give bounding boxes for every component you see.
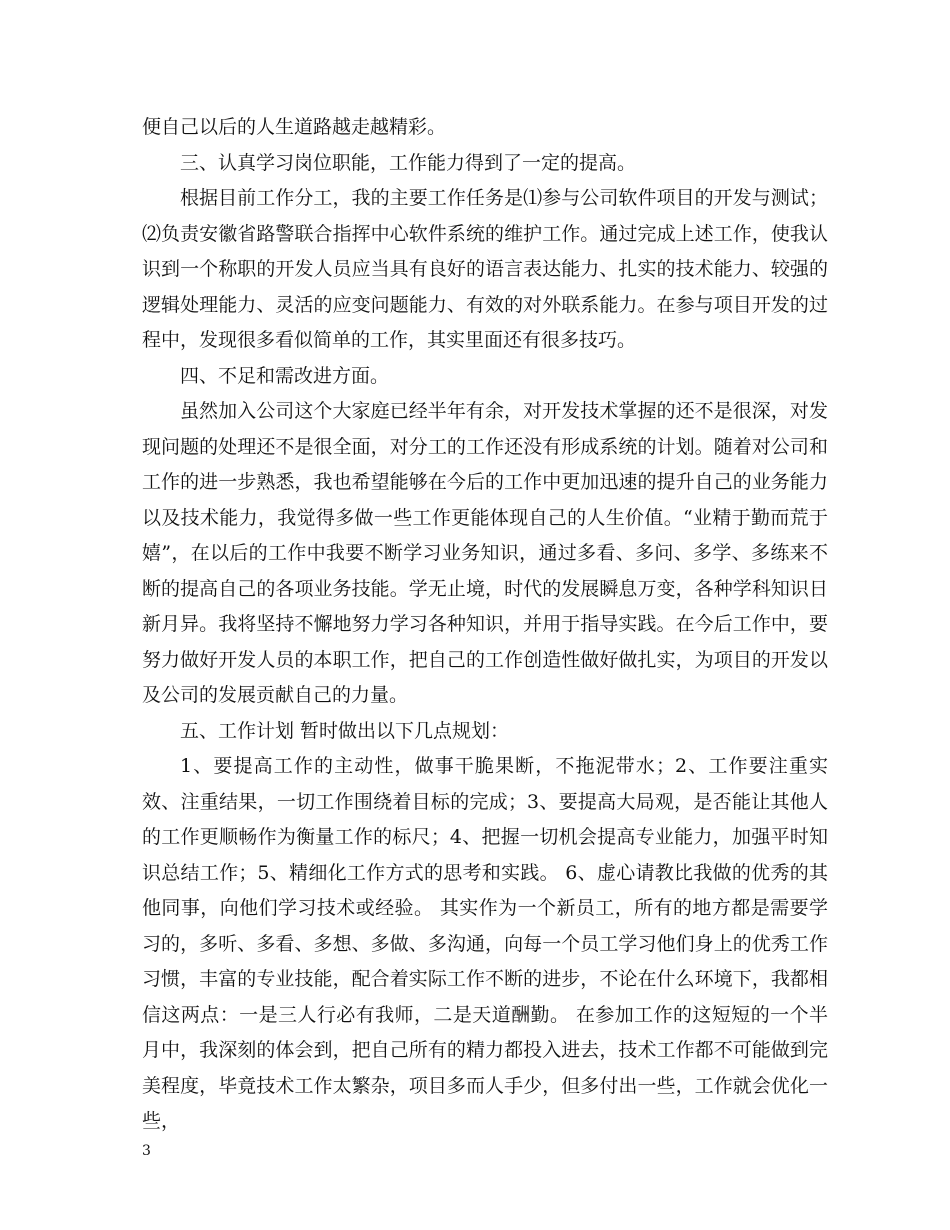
paragraph-work-tasks: 根据目前工作分工，我的主要工作任务是⑴参与公司软件项目的开发与测试；⑵负责安徽省路警联合指挥中心软件系统的维护工作。通过完成上述工作，使我认识到一个称职的开发人员应当具有良好的语言表达能力、扎实的技术能力、较强的逻辑处理能力、灵活的应变问题能力、有效的对外联系能力。在参与项目开发的过程中，发现很多看似简单的工作，其实里面还有很多技巧。 bbox=[142, 187, 828, 351]
paragraph-work-plan: 1、要提高工作的主动性，做事干脆果断，不拖泥带水；2、工作要注重实效、注重结果，一切工作围绕着目标的完成；3、要提高大局观，是否能让其他人的工作更顺畅作为衡量工作的标尺；4、把握一切机会提高专业能力，加强平时知识总结工作；5、精细化工作方式的思考和实践。 6、虚心请教比我做的优秀的其他同事，向他们学习技术或经验。 其实作为一个新员工，所有的地方都是需要学习的，多听、多看、多想、多做、多沟通，向每一个员工学习他们身上的优秀工作习惯，丰富的专业技能，配合着实际工作不断的进步，不论在什么环境下，我都相信这两点：一是三人行必有我师，二是天道酬勤。 在参加工作的这短短的一个半月中，我深刻的体会到，把自己所有的精力都投入进去，技术工作都不可能做到完美程度，毕竟技术工作太繁杂，项目多而人手少，但多付出一些，工作就会优化一些， bbox=[142, 755, 828, 1132]
page-number: 3 bbox=[142, 1143, 151, 1159]
paragraph-shortcomings: 虽然加入公司这个大家庭已经半年有余，对开发技术掌握的还不是很深，对发现问题的处理还不是很全面，对分工的工作还没有形成系统的计划。随着对公司和工作的进一步熟悉，我也希望能够在今后的工作中更加迅速的提升自己的业务能力以及技术能力，我觉得多做一些工作更能体现自己的人生价值。“业精于勤而荒于嬉”，在以后的工作中我要不断学习业务知识，通过多看、多问、多学、多练来不断的提高自己的各项业务技能。学无止境，时代的发展瞬息万变，各种学科知识日新月异。我将坚持不懈地努力学习各种知识，并用于指导实践。在今后工作中，要努力做好开发人员的本职工作，把自己的工作创造性做好做扎实，为项目的开发以及公司的发展贡献自己的力量。 bbox=[142, 400, 828, 706]
paragraph-continuation: 便自己以后的人生道路越走越精彩。 bbox=[142, 116, 447, 138]
section-heading-five: 五、工作计划 暂时做出以下几点规划： bbox=[180, 719, 510, 742]
section-heading-three: 三、认真学习岗位职能，工作能力得到了一定的提高。 bbox=[180, 151, 637, 174]
document-body bbox=[142, 110, 828, 1140]
section-heading-four: 四、不足和需改进方面。 bbox=[180, 364, 390, 387]
